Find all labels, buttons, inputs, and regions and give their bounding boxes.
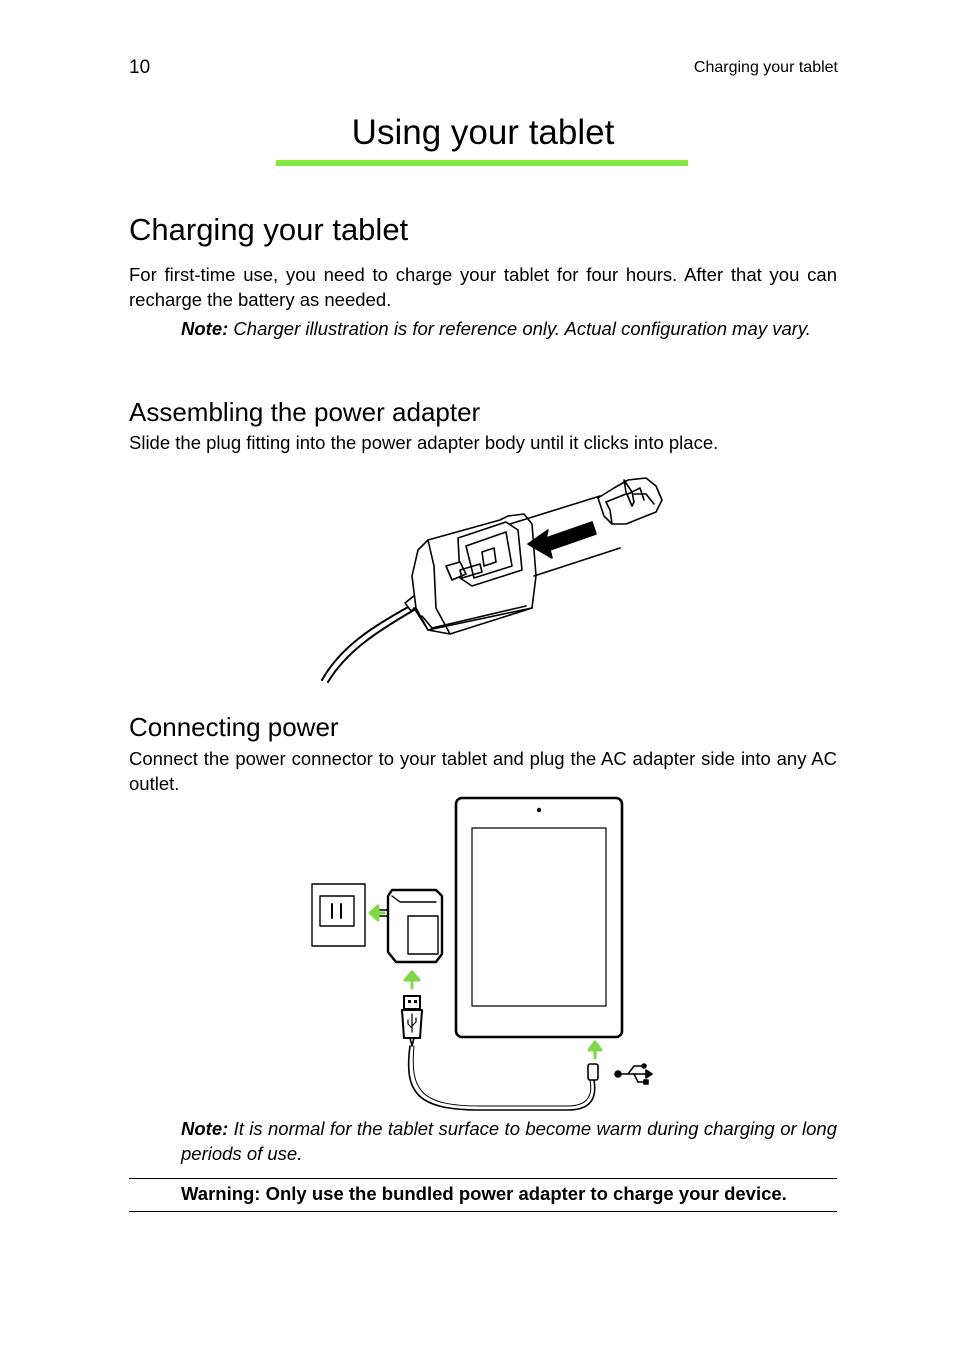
note-text: It is normal for the tablet surface to become warm during charging or long periods of use. <box>181 1118 837 1164</box>
assembling-paragraph: Slide the plug fitting into the power adapter body until it clicks into place. <box>129 432 719 453</box>
warning-bottom-rule <box>129 1211 837 1212</box>
connecting-paragraph: Connect the power connector to your tablet and plug the AC adapter side into any AC outlet. <box>129 748 837 794</box>
warning-top-rule <box>129 1178 837 1179</box>
usb-a-plug <box>402 996 422 1046</box>
warmth-note <box>181 1116 837 1166</box>
usb-icon <box>615 1064 652 1084</box>
note-label: Note: <box>181 1118 229 1139</box>
charging-connection-illustration <box>300 792 670 1114</box>
page-number: 10 <box>129 57 151 78</box>
power-adapter-illustration <box>310 458 670 688</box>
intro-paragraph: For first-time use, you need to charge your tablet for four hours. After that you can recharge the battery as needed. <box>129 264 837 310</box>
ac-adapter <box>378 890 442 962</box>
running-header: Charging your tablet <box>693 59 838 76</box>
chapter-title: Using your tablet <box>351 113 615 152</box>
warning-text: Warning: Only use the bundled power adapter to charge your device. <box>181 1183 787 1204</box>
section-title: Charging your tablet <box>129 212 409 247</box>
assembling-heading: Assembling the power adapter <box>129 397 481 427</box>
note-label: Note: <box>181 318 229 339</box>
wall-outlet <box>312 884 365 946</box>
chapter-title-underline <box>276 160 688 166</box>
note-text: Charger illustration is for reference only. Actual configuration may vary. <box>228 318 811 339</box>
tablet-device <box>456 798 622 1037</box>
connecting-heading: Connecting power <box>129 712 339 742</box>
illustration-note <box>181 316 837 341</box>
